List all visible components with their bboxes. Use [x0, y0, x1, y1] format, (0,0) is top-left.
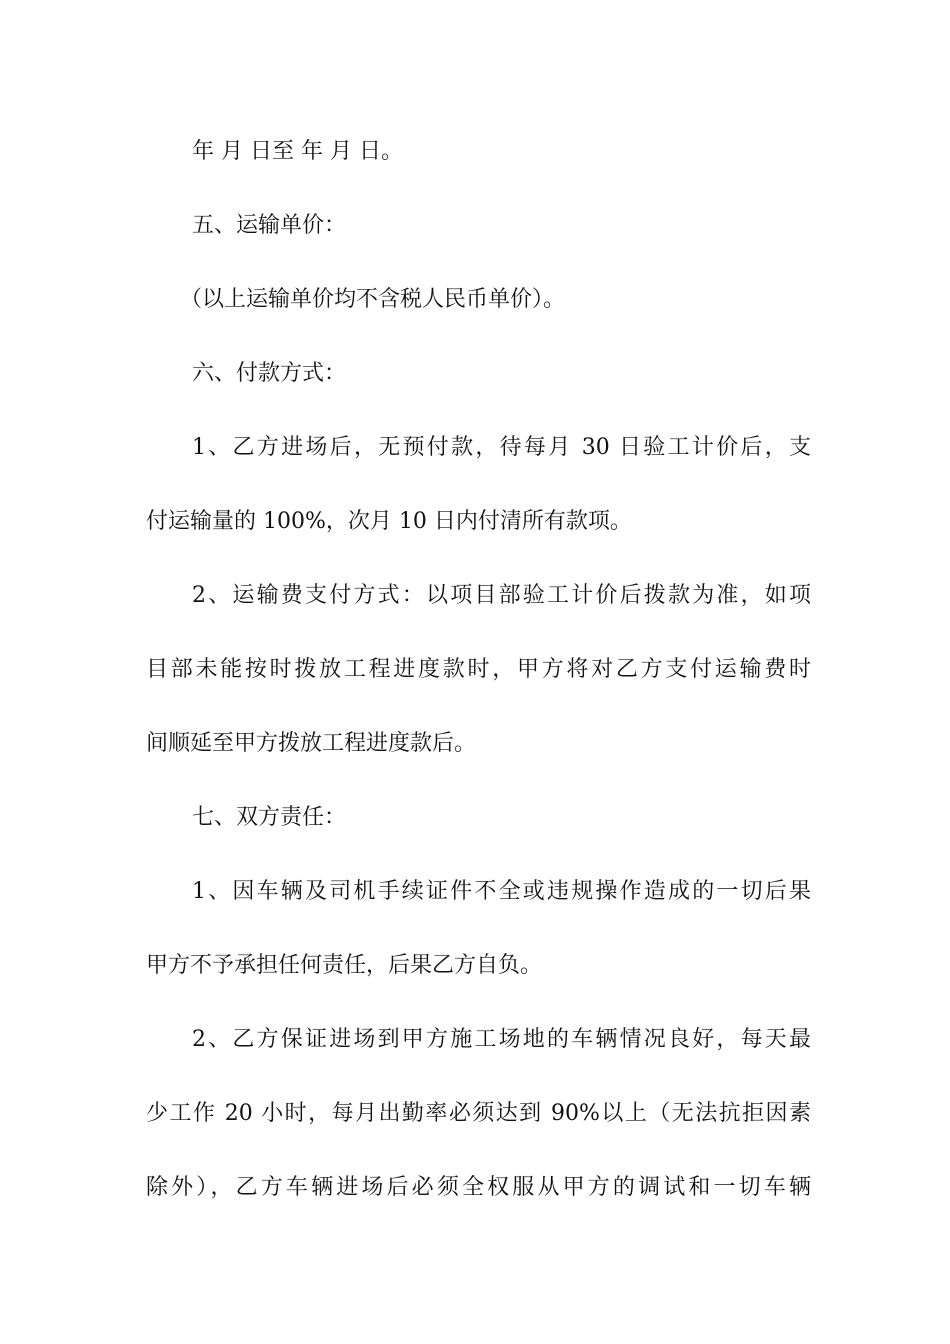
duty-clause-1-line-1: 1、因车辆及司机手续证件不全或违规操作造成的一切后果 — [192, 879, 811, 904]
price-note-line: （以上运输单价均不含税人民币单价）。 — [180, 287, 566, 312]
payment-clause-1-line-1: 1、乙方进场后，无预付款，待每月 30 日验工计价后，支 — [192, 435, 811, 460]
duty-clause-2-line-2: 少工作 20 小时，每月出勤率必须达到 90%以上（无法抗拒因素 — [146, 1101, 811, 1126]
duty-clause-2-line-1: 2、乙方保证进场到甲方施工场地的车辆情况良好，每天最 — [192, 1027, 811, 1052]
section-6-heading: 六、付款方式： — [192, 361, 347, 386]
payment-clause-1-line-2: 付运输量的 100%，次月 10 日内付清所有款项。 — [146, 509, 632, 534]
payment-clause-2-line-1: 2、运输费支付方式：以项目部验工计价后拨款为准，如项 — [192, 583, 811, 608]
duty-clause-1-line-2: 甲方不予承担任何责任，后果乙方自负。 — [146, 953, 543, 978]
section-7-heading: 七、双方责任： — [192, 805, 347, 830]
date-range-line: 年 月 日至 年 月 日。 — [192, 139, 403, 164]
duty-clause-2-line-3: 除外），乙方车辆进场后必须全权服从甲方的调试和一切车辆 — [146, 1175, 811, 1200]
payment-clause-2-line-2: 目部未能按时拨放工程进度款时，甲方将对乙方支付运输费时 — [146, 657, 811, 682]
section-5-heading: 五、运输单价： — [192, 213, 347, 238]
payment-clause-2-line-3: 间顺延至甲方拨放工程进度款后。 — [146, 731, 477, 756]
